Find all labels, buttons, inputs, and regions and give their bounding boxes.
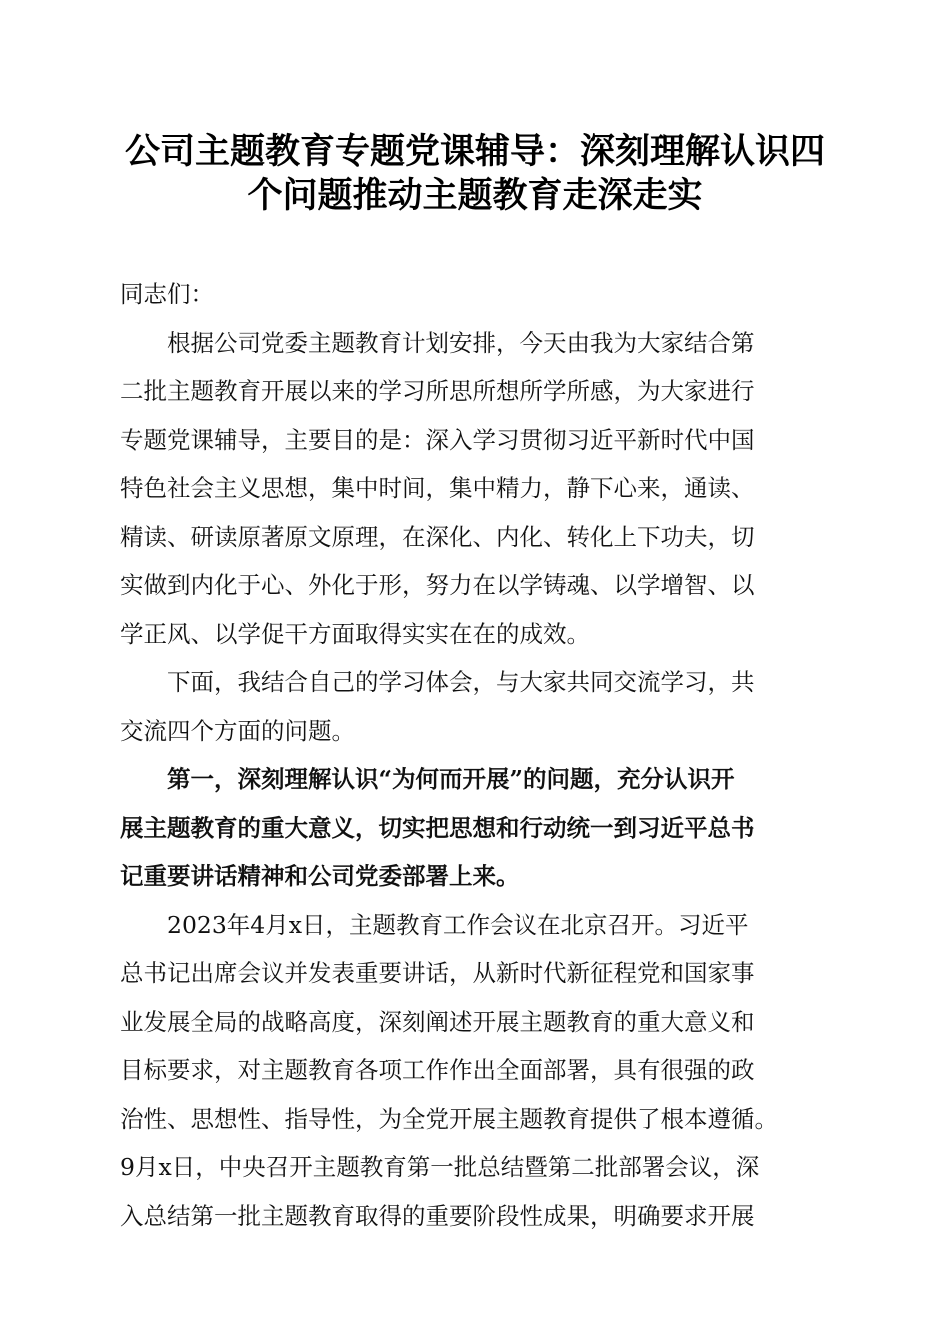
text-line: 总书记出席会议并发表重要讲话，从新时代新征程党和国家事 — [120, 959, 755, 987]
text-line: 二批主题教育开展以来的学习所思所想所学所感，为大家进行 — [120, 377, 755, 405]
text-line: 入总结第一批主题教育取得的重要阶段性成果，明确要求开展 — [120, 1201, 755, 1230]
document-title — [120, 130, 830, 218]
text-line: 业发展全局的战略高度，深刻阐述开展主题教育的重大意义和 — [120, 1007, 755, 1036]
title-line: 个问题推动主题教育走深走实 — [247, 176, 703, 216]
text-line: 2023年4月x日，主题教育工作会议在北京召开。习近平 — [167, 910, 749, 939]
text-line: 交流四个方面的问题。 — [120, 716, 355, 745]
text-line: 根据公司党委主题教育计划安排，今天由我为大家结合第 — [167, 328, 755, 357]
section-heading-first — [120, 755, 830, 901]
salutation: 同志们： — [120, 280, 214, 308]
text-line: 下面，我结合自己的学习体会，与大家共同交流学习，共 — [167, 668, 755, 696]
text-line: 实做到内化于心、外化于形，努力在以学铸魂、以学增智、以 — [120, 571, 755, 599]
text-line: 治性、思想性、指导性，为全党开展主题教育提供了根本遵循。 — [120, 1104, 778, 1133]
paragraph-intro — [120, 319, 830, 659]
text-line: 9月x日，中央召开主题教育第一批总结暨第二批部署会议，深 — [120, 1153, 760, 1181]
text-line: 展主题教育的重大意义，切实把思想和行动统一到习近平总书 — [120, 813, 755, 842]
text-line: 学正风、以学促干方面取得实实在在的成效。 — [120, 619, 590, 648]
paragraph-2023 — [120, 901, 830, 1241]
text-line: 目标要求，对主题教育各项工作作出全面部署，具有很强的政 — [120, 1056, 755, 1084]
paragraph-outline — [120, 658, 830, 755]
title-line: 公司主题教育专题党课辅导：深刻理解认识四 — [124, 132, 825, 172]
text-line: 精读、研读原著原文原理，在深化、内化、转化上下功夫，切 — [120, 522, 755, 551]
text-line: 第一，深刻理解认识“为何而开展”的问题，充分认识开 — [167, 765, 735, 793]
document-body — [120, 270, 830, 1240]
text-line: 专题党课辅导，主要目的是：深入学习贯彻习近平新时代中国 — [120, 425, 755, 454]
text-line: 特色社会主义思想，集中时间，集中精力，静下心来，通读、 — [120, 474, 755, 502]
document-page — [120, 130, 830, 1240]
text-line: 记重要讲话精神和公司党委部署上来。 — [120, 862, 520, 890]
